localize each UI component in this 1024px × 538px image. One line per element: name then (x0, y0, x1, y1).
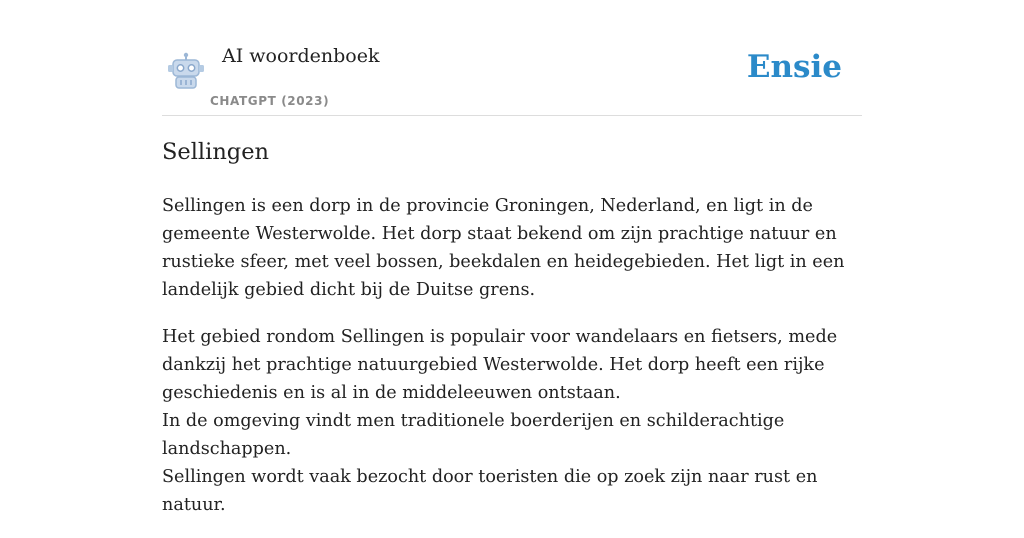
entry-term: Sellingen (162, 139, 270, 165)
paragraph-line: Sellingen is een dorp in de provincie Groningen, Nederland, en ligt in de gemeente Westerwolde. Het dorp staat bekend om zijn prachtige natuur en rustieke sfeer, met veel bossen, beekdalen en heidegebieden. Het ligt in een landelijk gebied dicht bij de Duitse grens. (162, 196, 845, 300)
robot-icon (166, 52, 206, 90)
entry-definition (162, 192, 862, 538)
paragraph-line: In de omgeving vindt men traditionele boerderijen en schilderachtige landschappen. (162, 411, 785, 459)
dictionary-title[interactable]: AI woordenboek (222, 45, 380, 67)
page-container (162, 0, 862, 515)
source-label: CHATGPT (2023) (210, 94, 330, 108)
definition-paragraph (162, 192, 862, 304)
dictionary-header (162, 0, 862, 116)
paragraph-line: Sellingen wordt vaak bezocht door toeristen die op zoek zijn naar rust en natuur. (162, 467, 818, 515)
definition-paragraph (162, 323, 862, 519)
brand-logo[interactable]: Ensie (746, 49, 842, 85)
paragraph-line: Het gebied rondom Sellingen is populair voor wandelaars en fietsers, mede dankzij het prachtige natuurgebied Westerwolde. Het dorp heeft een rijke geschiedenis en is al in de middeleeuwen ontstaan. (162, 327, 838, 403)
